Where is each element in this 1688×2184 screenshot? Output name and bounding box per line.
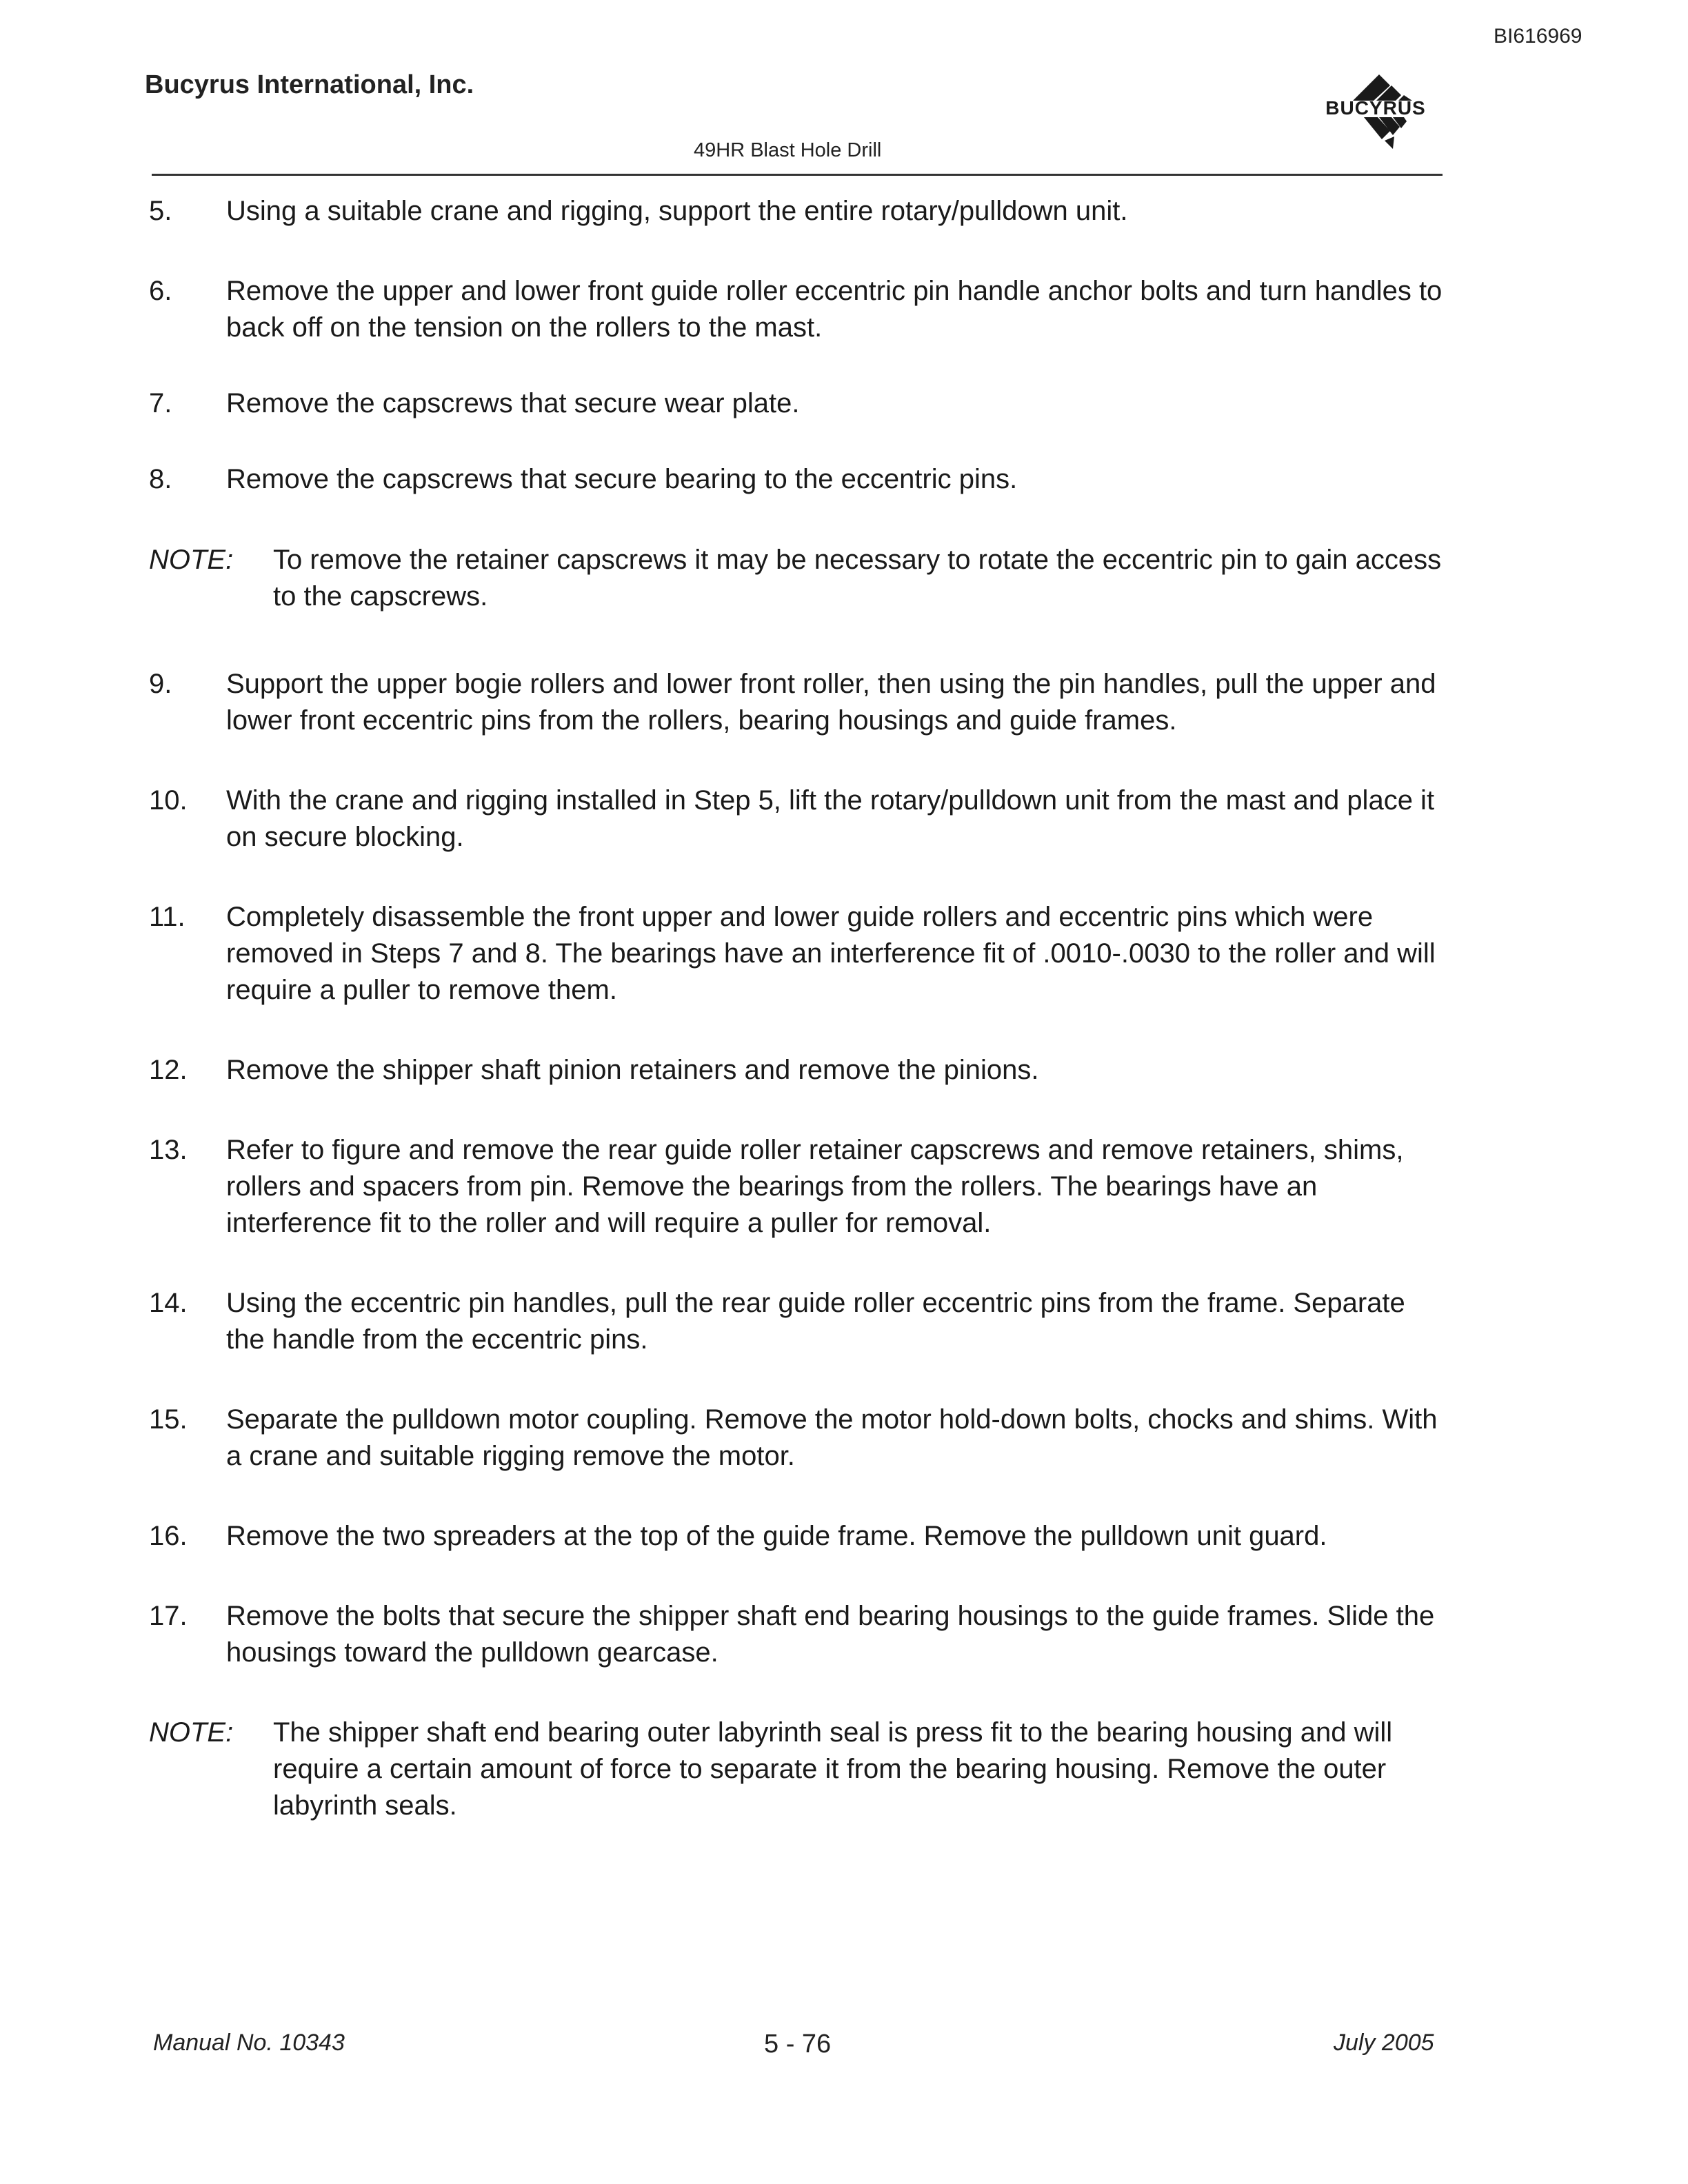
note-text: The shipper shaft end bearing outer labyrinth seal is press fit to the bearing housing and will require a certain amount of force to separate it from the bearing housing. Remove the outer labyrinth seals. <box>273 1717 1393 1821</box>
step-number: 12. <box>149 1055 188 1085</box>
note-block <box>149 542 1445 615</box>
step-number: 8. <box>149 464 172 494</box>
manual-number: Manual No. 10343 <box>153 2030 345 2056</box>
procedure-step <box>149 461 1445 498</box>
header-rule <box>152 174 1443 176</box>
step-number: 11. <box>149 902 185 932</box>
procedure-step <box>149 1052 1445 1089</box>
note-label: NOTE: <box>149 545 234 575</box>
step-text: Remove the upper and lower front guide roller eccentric pin handle anchor bolts and turn handles to back off on the tension on the rollers to the mast. <box>226 276 1443 343</box>
step-number: 10. <box>149 785 188 816</box>
step-number: 7. <box>149 388 172 418</box>
procedure-step <box>149 1132 1445 1242</box>
step-text: Refer to figure and remove the rear guide roller retainer capscrews and remove retainers, shims, rollers and spacers from pin. Remove the bearings from the rollers. The bearings have an interference fit to the roller and will require a puller for removal. <box>226 1135 1404 1238</box>
company-name: Bucyrus International, Inc. <box>145 70 474 99</box>
bucyrus-logo <box>1310 72 1441 152</box>
step-number: 9. <box>149 669 172 699</box>
step-text: Remove the shipper shaft pinion retainers and remove the pinions. <box>226 1055 1039 1085</box>
note-text: To remove the retainer capscrews it may be necessary to rotate the eccentric pin to gain access to the capscrews. <box>273 545 1442 611</box>
step-number: 5. <box>149 196 172 226</box>
procedure-step <box>149 782 1445 856</box>
step-text: With the crane and rigging installed in Step 5, lift the rotary/pulldown unit from the mast and place it on secure blocking. <box>226 785 1435 852</box>
step-text: Support the upper bogie rollers and lower front roller, then using the pin handles, pull the upper and lower front eccentric pins from the rollers, bearing housings and guide frames. <box>226 669 1436 736</box>
step-number: 6. <box>149 276 172 306</box>
document-id: BI616969 <box>1494 25 1582 48</box>
step-text: Using the eccentric pin handles, pull the rear guide roller eccentric pins from the frame. Separate the handle from the eccentric pins. <box>226 1288 1405 1355</box>
page-number: 5 - 76 <box>764 2030 832 2059</box>
step-text: Remove the two spreaders at the top of the guide frame. Remove the pulldown unit guard. <box>226 1521 1327 1551</box>
step-number: 17. <box>149 1601 188 1631</box>
step-text: Remove the capscrews that secure wear plate. <box>226 388 800 418</box>
procedure-step <box>149 1598 1445 1671</box>
logo-text: BUCYRUS <box>1325 97 1426 119</box>
procedure-list <box>149 193 1445 1824</box>
step-text: Remove the bolts that secure the shipper shaft end bearing housings to the guide frames. Slide the housings toward the pulldown gearcase. <box>226 1601 1435 1668</box>
note-block <box>149 1715 1445 1824</box>
procedure-step <box>149 193 1445 230</box>
step-number: 14. <box>149 1288 188 1318</box>
step-number: 16. <box>149 1521 188 1551</box>
step-number: 13. <box>149 1135 188 1165</box>
note-label: NOTE: <box>149 1717 234 1748</box>
procedure-step <box>149 273 1445 346</box>
step-text: Completely disassemble the front upper and lower guide rollers and eccentric pins which were removed in Steps 7 and 8. The bearings have an interference fit of .0010-.0030 to the roller and will require a puller to remove them. <box>226 902 1436 1005</box>
procedure-step <box>149 899 1445 1009</box>
step-text: Separate the pulldown motor coupling. Remove the motor hold-down bolts, chocks and shims. With a crane and suitable rigging remove the motor. <box>226 1404 1438 1471</box>
document-subtitle: 49HR Blast Hole Drill <box>694 139 882 161</box>
procedure-step <box>149 1518 1445 1555</box>
procedure-step <box>149 666 1445 739</box>
step-number: 15. <box>149 1404 188 1435</box>
procedure-step <box>149 385 1445 422</box>
publication-date: July 2005 <box>1334 2030 1434 2056</box>
procedure-step <box>149 1402 1445 1475</box>
step-text: Remove the capscrews that secure bearing to the eccentric pins. <box>226 464 1018 494</box>
procedure-step <box>149 1285 1445 1358</box>
step-text: Using a suitable crane and rigging, support the entire rotary/pulldown unit. <box>226 196 1128 226</box>
